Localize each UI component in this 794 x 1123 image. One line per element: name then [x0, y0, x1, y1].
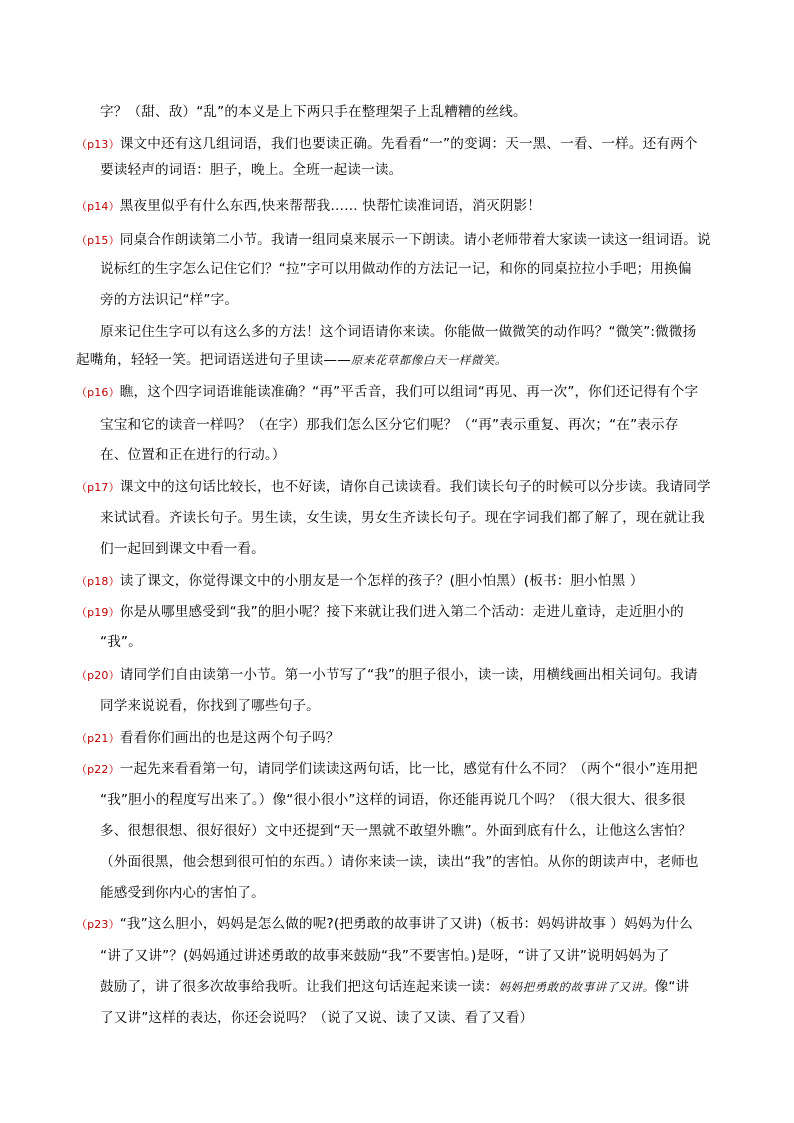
paragraph-p19-line-2: “我”。: [100, 634, 142, 650]
page-ref-tag: （p13）: [76, 138, 120, 151]
paragraph-p22-line-3: 多、很想很想、很好很好）文中还提到“天一黑就不敢望外瞧”。外面到底有什么，让他这么害怕？: [100, 823, 692, 839]
paragraph-p20-line-2: 同学来说说看，你找到了哪些句子。: [100, 698, 320, 714]
paragraph-p16-line-1: （p16）瞧，这个四字词语谁能读准确？“再”平舌音，我们可以组词“再见、再一次”，你们还记得有个字: [76, 384, 699, 400]
paragraph-p16-line-3: 在、位置和正在进行的行动。）: [100, 447, 286, 463]
paragraph-p22-line-4: （外面很黑，他会想到很可怕的东西。）请你来读一读，读出“我”的害怕。从你的朗读声中，老师也: [100, 854, 699, 870]
paragraph-p19-line-1: （p19）你是从哪里感受到“我”的胆小呢？接下来就让我们进入第二个活动：走进儿童诗，走近胆小的: [76, 604, 684, 620]
paragraph-p17-line-3: 们一起回到课文中看一看。: [100, 541, 265, 557]
paragraph-p15-line-1: （p15）同桌合作朗读第二小节。我请一组同桌来展示一下朗读。请小老师带着大家读一读这一组词语。说: [76, 232, 711, 248]
paragraph-p18-line-1: （p18）读了课文，你觉得课文中的小朋友是一个怎样的孩子？(胆小怕黑）(板书：胆小怕黑 ）: [76, 573, 644, 589]
handwritten-sentence: 妈妈把勇敢的故事讲了又讲。: [498, 980, 655, 994]
page-ref-tag: （p21）: [76, 732, 120, 745]
paragraph-p14-line-1: （p14）黑夜里似乎有什么东西,快来帮帮我…… 快帮忙读准词语，消灭阴影！: [76, 198, 541, 214]
paragraph-p21-line-1: （p21）看看你们画出的也是这两个句子吗？: [76, 730, 340, 746]
page-ref-tag: （p22）: [76, 763, 120, 776]
page-ref-tag: （p15）: [76, 234, 120, 247]
page-ref-tag: （p18）: [76, 575, 120, 588]
paragraph-intro-line-1: 字？（甜、敌）“乱”的本义是上下两只手在整理架子上乱糟糟的丝线。: [100, 104, 527, 120]
paragraph-p23-line-3: 鼓励了，讲了很多次故事给我听。让我们把这句话连起来读一读：妈妈把勇敢的故事讲了又讲。像“讲: [100, 979, 690, 995]
paragraph-p15b-line-1: 原来记住生字可以有这么多的方法！这个词语请你来读。你能做一做微笑的动作吗？“微笑”:微微扬: [100, 324, 697, 340]
page-ref-tag: （p17）: [76, 481, 120, 494]
paragraph-p13-line-1: （p13）课文中还有这几组词语，我们也要读正确。先看看“一”的变调：天一黑、一看、一样。还有两个: [76, 136, 698, 152]
page-ref-tag: （p16）: [76, 386, 120, 399]
paragraph-p23-line-2: “讲了又讲”？(妈妈通过讲述勇敢的故事来鼓励“我”不要害怕。)是呀，“讲了又讲”说明妈妈为了: [100, 948, 670, 964]
paragraph-p23-line-4: 了又讲”这样的表达，你还会说吗？（说了又说、读了又读、看了又看）: [100, 1010, 534, 1026]
paragraph-p23-line-1: （p23）“我”这么胆小，妈妈是怎么做的呢?(把勇敢的故事讲了又讲)（板书：妈妈讲故事 ）妈妈为什么: [76, 916, 693, 932]
paragraph-p22-line-1: （p22）一起先来看看第一句，请同学们读读这两句话，比一比，感觉有什么不同？（两个“很小”连用把: [76, 761, 698, 777]
paragraph-p22-line-5: 能感受到你内心的害怕了。: [100, 885, 265, 901]
paragraph-p15b-line-2: 起嘴角，轻轻一笑。把词语送进句子里读——原来花草都像白天一样微笑。: [76, 352, 507, 368]
page-ref-tag: （p20）: [76, 669, 120, 682]
paragraph-p15-line-3: 旁的方法识记“样”字。: [100, 292, 239, 308]
paragraph-p17-line-2: 来试试看。齐读长句子。男生读，女生读，男女生齐读长句子。现在字词我们都了解了，现在就让我: [100, 510, 705, 526]
page-ref-tag: （p19）: [76, 606, 120, 619]
paragraph-p13-line-2: 要读轻声的词语：胆子，晚上。全班一起读一读。: [100, 162, 403, 178]
handwritten-sentence: 原来花草都像白天一样微笑。: [350, 353, 507, 367]
paragraph-p20-line-1: （p20）请同学们自由读第一小节。第一小节写了“我”的胆子很小，读一读，用横线画出相关词句。我请: [76, 667, 698, 683]
paragraph-p22-line-2: “我”胆小的程度写出来了。）像“很小很小”这样的词语，你还能再说几个吗？（很大很大、很多很: [100, 792, 686, 808]
page-ref-tag: （p23）: [76, 918, 120, 931]
page-ref-tag: （p14）: [76, 200, 120, 213]
paragraph-p15-line-2: 说标红的生字怎么记住它们？“拉”字可以用做动作的方法记一记，和你的同桌拉拉小手吧；用换偏: [100, 261, 692, 277]
paragraph-p17-line-1: （p17）课文中的这句话比较长，也不好读，请你自己读读看。我们读长句子的时候可以分步读。我请同学: [76, 479, 711, 495]
paragraph-p16-line-2: 宝宝和它的读音一样吗？（在字）那我们怎么区分它们呢？（“再”表示重复、再次；“在”表示存: [100, 417, 679, 433]
